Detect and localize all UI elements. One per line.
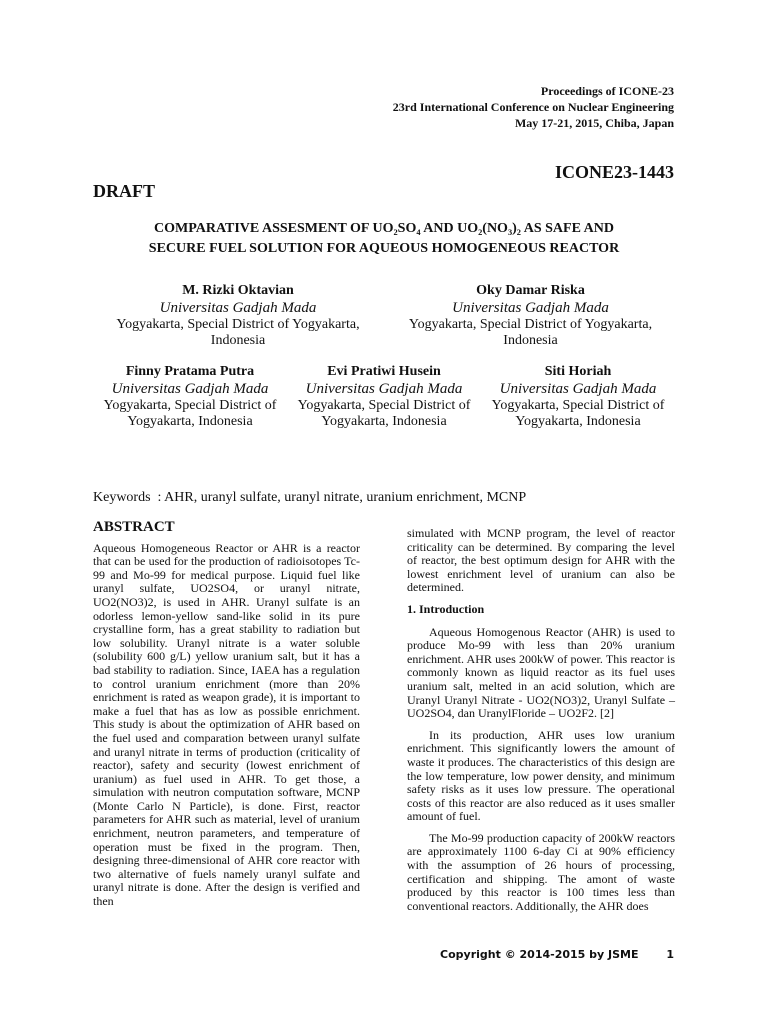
introduction-paragraph: The Mo-99 production capacity of 200kW reactors are approximately 1100 6-day Ci at 90% efficiency with the assumption of 26 hours of processing, certification and shipping. The amont of waste produced by this reactor is 100 times less than conventional reactors. Additionally, the AHR does <box>407 830 675 913</box>
abstract-text: Aqueous Homogeneous Reactor or AHR is a reactor that can be used for the production of radioisotopes Tc-99 and Mo-99 for medical purpose. Liquid fuel like uranyl sulfate, UO2SO4, or uranyl nitrate, UO2(NO3)2, is used in AHR. Uranyl sulfate is an odorless lemon-yellow sand-like solid in its pure crystalline form, has a great stability to radiation but low solubility. Uranyl nitrate is a water soluble (solubility 600 g/L) yellow uranium salt, but it has a bad stability to radiation. Since, IAEA has a regulation to control uranium enrichment (more than 20% enrichment is rated as weapon grade), it is important to make a fuel that has as low as possible enrichment. This study is about the optimization of AHR based on the fuel used and comparation between uranyl sulfate and uranyl nitrate in terms of production (criticality of reactor), safety and security (lowest enrichment of uranium) as fuel used in AHR. To get those, a simulation with neutron computation software, MCNP (Monte Carlo N Particle), is done. First, reactor parameters for AHR such as material, level of uranium enrichment, neutron parameters, and temperature of operation must be fixed in the program. Then, designing three-dimensional of AHR core reactor with two alternative of fuels namely uranyl sulfate and uranyl nitrate is done. After the design is verified and then <box>93 540 360 909</box>
proceedings-title: Proceedings of ICONE-23 <box>540 84 674 98</box>
author-block <box>287 364 481 430</box>
paper-title-line-2: SECURE FUEL SOLUTION FOR AQUEOUS HOMOGENEOUS REACTOR <box>148 241 620 256</box>
author-name: M. Rizki Oktavian <box>182 283 294 298</box>
author-affiliation: Universitas Gadjah Mada <box>499 381 657 397</box>
author-name: Siti Horiah <box>544 364 612 379</box>
author-address-line-2: Yogyakarta, Indonesia <box>515 414 641 429</box>
paper-id: ICONE23-1443 <box>554 162 674 182</box>
author-address-line-1: Yogyakarta, Special District of <box>297 398 471 413</box>
author-address-line-2: Yogyakarta, Indonesia <box>127 414 253 429</box>
author-address-line-1: Yogyakarta, Special District of <box>103 398 277 413</box>
author-name: Oky Damar Riska <box>476 283 585 298</box>
page-number: 1 <box>666 948 674 961</box>
author-name: Finny Pratama Putra <box>125 364 255 379</box>
author-address-line-2: Indonesia <box>503 333 558 348</box>
author-name: Evi Pratiwi Husein <box>327 364 441 379</box>
author-block <box>481 364 675 430</box>
author-address-line-2: Indonesia <box>210 333 266 348</box>
author-affiliation: Universitas Gadjah Mada <box>305 381 463 397</box>
author-block <box>93 283 383 349</box>
left-column <box>93 521 360 909</box>
conference-name: 23rd International Conference on Nuclear Engineering <box>392 100 674 114</box>
author-address-line-1: Yogyakarta, Special District of <box>491 398 665 413</box>
author-block <box>93 364 287 430</box>
author-affiliation: Universitas Gadjah Mada <box>159 300 317 316</box>
draft-label: DRAFT <box>93 181 155 201</box>
author-address-line-1: Yogyakarta, Special District of Yogyakarta, <box>408 317 653 332</box>
abstract-continuation: simulated with MCNP program, the level of reactor criticality can be determined. By comparing the level of reactor, the best optimum design for AHR with the lowest enrichment level of uranium can also be determined. <box>407 526 675 595</box>
author-address-line-1: Yogyakarta, Special District of Yogyakarta, <box>116 317 360 332</box>
keywords: Keywords : AHR, uranyl sulfate, uranyl nitrate, uranium enrichment, MCNP <box>93 490 527 505</box>
author-address-line-2: Yogyakarta, Indonesia <box>321 414 447 429</box>
author-affiliation: Universitas Gadjah Mada <box>452 300 609 316</box>
author-block <box>386 283 675 349</box>
paper-title-line-1: COMPARATIVE ASSESMENT OF UO₂SO₄ AND UO₂(NO₃)₂ AS SAFE AND <box>154 221 614 236</box>
copyright-notice: Copyright © 2014-2015 by JSME <box>440 948 639 961</box>
author-affiliation: Universitas Gadjah Mada <box>111 381 269 397</box>
conference-date-location: May 17-21, 2015, Chiba, Japan <box>514 116 674 130</box>
abstract-heading: ABSTRACT <box>93 519 175 535</box>
right-column <box>407 527 675 913</box>
page-footer <box>440 948 674 961</box>
introduction-paragraph: In its production, AHR uses low uranium enrichment. This significantly lowers the amount of waste it produces. The characteristics of this design are the low temperature, low power density, and minimum safety risks as it uses low pressure. The operational costs of this reactor are also reduced as it uses smaller amount of fuel. <box>407 727 675 824</box>
paper-title <box>93 219 675 259</box>
introduction-paragraph: Aqueous Homogenous Reactor (AHR) is used to produce Mo-99 with less than 20% uranium enrichment. AHR uses 200kW of power. This reactor is commonly known as liquid reactor as its fuel uses uranium salt, melted in an acid solution, which are Uranyl Uranyl Nitrate - UO2(NO3)2, Uranyl Sulfate – UO2SO4, dan UranylFloride – UO2F2. [2] <box>407 624 675 721</box>
introduction-heading: 1. Introduction <box>407 601 485 616</box>
